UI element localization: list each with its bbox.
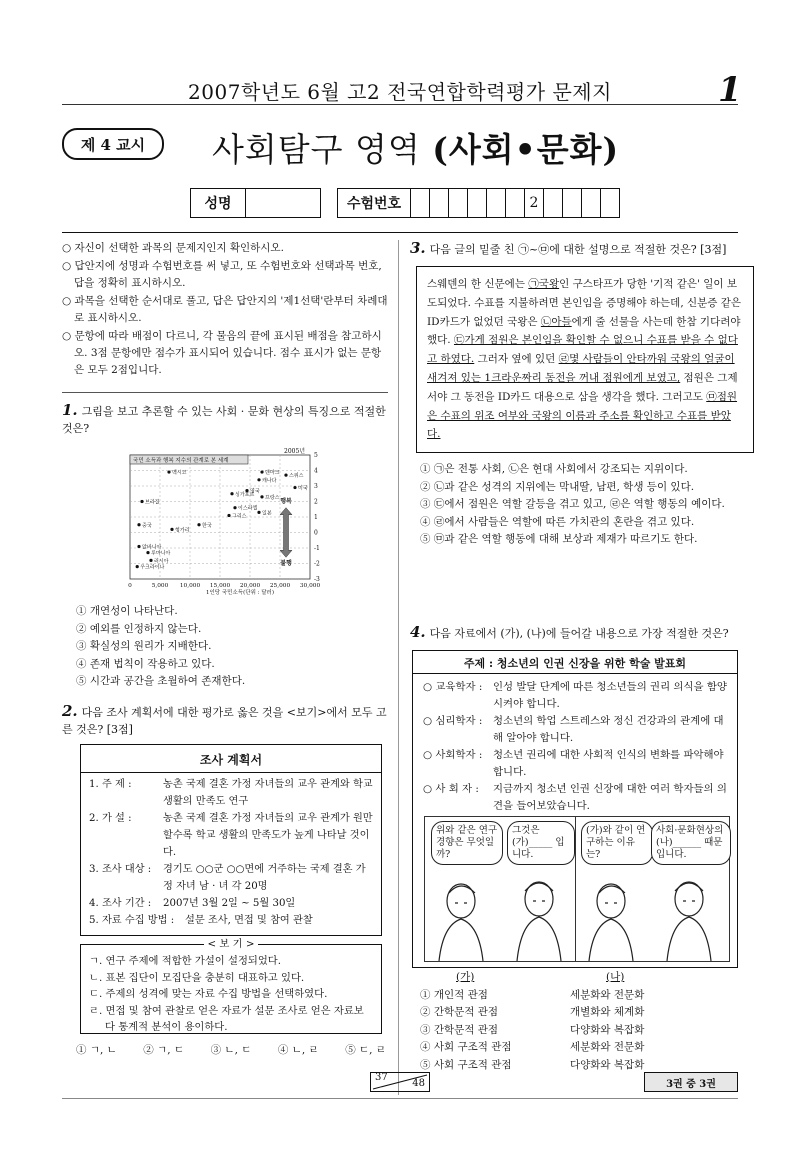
point-label: 러시아 xyxy=(154,558,169,565)
question-number: 1. xyxy=(62,401,78,419)
bogi-item: ㄱ. 연구 주제에 적합한 가설이 설정되었다. xyxy=(89,955,282,967)
question-text: 다음 조사 계획서에 대한 평가로 옳은 것을 <보기>에서 모두 고른 것은? [3점] xyxy=(62,706,387,736)
underline-b: ㉡아들 xyxy=(540,315,572,328)
exam-title: 2007학년도 6월 고2 전국연합학력평가 문제지 xyxy=(188,80,612,104)
plan-row: 4. 조사 기간 : 2007년 3월 2일 ~ 5월 30일 xyxy=(89,898,296,909)
underline-a: ㉠국왕 xyxy=(528,278,560,290)
data-point xyxy=(260,470,263,473)
theme-title: 주제 : 청소년의 인권 신장을 위한 학술 발표회 xyxy=(463,657,687,670)
point-label: 일본 xyxy=(262,510,272,517)
point-label: 한국 xyxy=(202,522,212,529)
name-field[interactable] xyxy=(246,189,321,218)
data-point xyxy=(167,470,170,473)
passage-box: 스웨덴의 한 신문에는 ㉠국왕인 구스타프가 당한 '기적 같은' 일이 보도되었다. 수표를 지불하려면 본인임을 증명해야 하는데, 신분증 같은 ID카드가 없었던 국왕은 ㉡아들에게 줄 선물을 사는데 한참 기다려야 했다. ㉢가게 점원은 본인임을 확인할 수 없으니 수표를 받을 수 없다고 하였다. 그러자 옆에 있던 ㉣몇 사람들이 안타까워 국왕의 얼굴이 새겨져 있는 1크라운짜리 동전을 꺼내 점원에게 보였고, 점원은 그제서야 그 동전을 ID카드 대용으로 삼을 생각을 했다. 그러고도 ㉤점원은 수표의 위조 여부와 국왕의 이름과 주소를 확인하고 수표를 받았다. xyxy=(416,266,754,453)
subject-main: 사회탐구 영역 xyxy=(212,130,421,169)
question-text: 그림을 보고 추론할 수 있는 사회 · 문화 현상의 특징으로 적절한 것은? xyxy=(62,405,386,435)
arrow-bottom-label: 불행 xyxy=(280,560,292,568)
q1-options xyxy=(76,603,386,691)
x-tick-label: 10,000 xyxy=(179,583,201,589)
volume-label: 3권 중 3권 xyxy=(644,1072,738,1092)
point-label: 이스라엘 xyxy=(238,505,258,512)
data-point xyxy=(146,551,149,554)
bogi-box xyxy=(80,938,382,1034)
subject-sub: (사회•문화) xyxy=(432,130,620,169)
plan-row: 1. 주 제 : 농촌 국제 결혼 가정 자녀들의 교우 관계와 학교 생활의 만족도 연구 xyxy=(89,779,373,807)
speaker-row: ○ 교육학자 : 인성 발달 단계에 따른 청소년들의 권리 의식을 함양시켜야 합니다. xyxy=(423,681,727,710)
underline-d: ㉣몇 사람들이 안타까워 국왕의 얼굴이 새겨져 있는 1크라운짜리 동전을 꺼내 점원에게 보였고, xyxy=(427,353,735,384)
plan-row: 2. 가 설 : 농촌 국제 결혼 가정 자녀들의 교우 관계가 원만할수록 학교 생활의 만족도가 높게 나타날 것이다. xyxy=(89,813,373,858)
answer-option[interactable]: ④ 사회 구조적 관점 세분화와 전문화 xyxy=(420,1041,645,1053)
point-label: 싱가포르 xyxy=(235,491,255,498)
divider xyxy=(62,232,738,233)
y-tick-label: 2 xyxy=(314,498,318,506)
instruction-item: ○ 답안지에 성명과 수험번호를 써 넣고, 또 수험번호와 선택과목 번호, 답을 정확히 표시하시오. xyxy=(62,260,382,289)
data-point xyxy=(233,506,236,509)
question-number: 4. xyxy=(410,623,426,641)
bogi-item: ㄴ. 표본 집단이 모집단을 충분히 대표하고 있다. xyxy=(89,971,305,984)
question-number: 2. xyxy=(62,702,78,720)
y-tick-label: 3 xyxy=(314,483,318,490)
question-number: 3. xyxy=(410,239,426,257)
point-label: 미국 xyxy=(298,485,308,492)
exam-no-digit: 2 xyxy=(525,189,544,218)
point-label: 멕시코 xyxy=(172,470,187,477)
answer-option[interactable]: ② 예외를 인정하지 않는다. xyxy=(76,622,202,635)
options-header: (가) (나) xyxy=(456,971,625,983)
exam-no-cell[interactable] xyxy=(601,189,620,218)
exam-no-label: 수험번호 xyxy=(338,189,411,218)
point-label: 헝가리 xyxy=(175,527,190,534)
question-2 xyxy=(62,703,388,738)
y-tick-label: 4 xyxy=(314,467,318,475)
point-label: 영국 xyxy=(250,488,260,495)
period-badge: 제 4 교시 xyxy=(62,128,164,160)
instruction-item: ○ 문항에 따라 배점이 다르니, 각 물음의 끝에 표시된 배점을 참고하시오. 3점 문항에만 점수가 표시되어 있습니다. 점수 표시가 없는 문항은 모두 2점입니다. xyxy=(62,330,382,376)
data-point xyxy=(136,565,139,568)
instruction-item: ○ 과목을 선택한 순서대로 풀고, 답은 답안지의 '제1선택'란부터 차례대로 표시하시오. xyxy=(62,295,388,324)
underline-c: ㉢가게 점원은 본인임을 확인할 수 없으니 수표를 받을 수 없다고 하였다. xyxy=(427,334,738,366)
answer-option[interactable]: ① ㉠은 전통 사회, ㉡은 현대 사회에서 강조되는 지위이다. xyxy=(420,463,688,475)
data-point xyxy=(149,559,152,562)
divider xyxy=(62,1098,738,1099)
speaker-row: ○ 심리학자 : 청소년의 학업 스트레스와 정신 건강과의 관계에 대해 알아야 합니다. xyxy=(423,715,724,744)
answer-option[interactable]: ④ ㄴ, ㄹ xyxy=(277,1044,319,1056)
exam-no-cell[interactable] xyxy=(430,189,449,218)
point-label: 덴마크 xyxy=(265,470,280,477)
question-text: 다음 글의 밑줄 친 ㉠~㉤에 대한 설명으로 적절한 것은? [3점] xyxy=(429,243,727,256)
data-point xyxy=(137,523,140,526)
bogi-title: < 보 기 > xyxy=(204,938,259,950)
y-tick-label: -1 xyxy=(314,545,320,552)
exam-no-cell[interactable] xyxy=(487,189,506,218)
question-3 xyxy=(410,240,738,258)
page-total: 48 xyxy=(412,1078,425,1089)
data-point xyxy=(227,514,230,517)
page-counter xyxy=(370,1072,430,1092)
x-tick-label: 0 xyxy=(128,583,132,589)
scatter-chart xyxy=(118,445,330,595)
subject-title xyxy=(212,124,619,171)
speech-bubble: 그것은 (가)_____ 입니다. xyxy=(507,821,575,865)
answer-option[interactable]: ⑤ 사회 구조적 관점 다양화와 복잡화 xyxy=(420,1058,645,1071)
speech-bubble: 위와 같은 연구 경향은 무엇일까? xyxy=(431,821,503,865)
cartoon xyxy=(424,816,730,962)
divider xyxy=(62,104,738,105)
instruction-item: ○ 자신이 선택한 과목의 문제지인지 확인하시오. xyxy=(62,242,284,254)
x-tick-label: 5,000 xyxy=(151,583,169,589)
point-label: 프랑스 xyxy=(265,494,280,501)
name-label: 성명 xyxy=(191,189,246,218)
y-tick-label: 0 xyxy=(314,529,318,537)
data-point xyxy=(140,500,143,503)
point-label: 우크라이나 xyxy=(140,564,165,571)
speech-bubble: (가)와 같이 연구하는 이유는? xyxy=(581,821,653,865)
happiness-income-chart xyxy=(118,445,330,595)
answer-option[interactable]: ③ 간학문적 관점 다양화와 복잡화 xyxy=(420,1023,645,1036)
y-tick-label: -3 xyxy=(314,576,320,583)
page-number: 1 xyxy=(718,70,742,110)
plan-row: 5. 자료 수집 방법 : 설문 조사, 면접 및 참여 관찰 xyxy=(89,915,313,926)
data-point xyxy=(284,474,287,477)
page-current: 37 xyxy=(375,1072,388,1083)
answer-option[interactable]: ⑤ 시간과 공간을 초월하여 존재한다. xyxy=(76,675,246,687)
point-label: 그리스 xyxy=(232,513,247,520)
exam-no-cell[interactable] xyxy=(468,189,487,218)
cartoon-figures xyxy=(425,817,729,961)
x-tick-label: 15,000 xyxy=(209,583,231,589)
q3-options xyxy=(420,461,736,549)
point-label: 루마니아 xyxy=(151,550,171,557)
exam-no-cell[interactable] xyxy=(506,189,525,218)
arrow-top-label: 행복 xyxy=(280,498,292,506)
point-label: 브라질 xyxy=(145,499,160,506)
speaker-row: ○ 사 회 자 : 지금까지 청소년 인권 신장에 대한 여러 학자들의 의견을 들어보았습니다. xyxy=(423,783,727,812)
data-point xyxy=(257,511,260,514)
plan-title: 조사 계획서 xyxy=(199,753,263,767)
year-label: 2005년 xyxy=(284,448,306,455)
exam-no-cell[interactable] xyxy=(582,189,601,218)
y-tick-label: -2 xyxy=(314,560,320,568)
divider xyxy=(62,392,388,393)
answer-option[interactable]: ④ ㉣에서 사람들은 역할에 따른 가치관의 혼란을 겪고 있다. xyxy=(420,515,695,528)
answer-option[interactable]: ④ 존재 법칙이 작용하고 있다. xyxy=(76,657,215,670)
data-point xyxy=(230,492,233,495)
column-divider xyxy=(398,240,399,1095)
id-box xyxy=(190,188,620,218)
exam-no-cell[interactable] xyxy=(563,189,582,218)
data-point xyxy=(137,545,140,548)
data-point xyxy=(257,478,260,481)
bogi-item: ㄹ. 면접 및 참여 관찰로 얻은 자료가 설문 조사로 얻은 자료보다 통계적 분석이 용이하다. xyxy=(89,1004,364,1033)
answer-option[interactable]: ⑤ ㄷ, ㄹ xyxy=(345,1044,386,1056)
answer-option[interactable]: ② 간학문적 관점 개별화와 체계화 xyxy=(420,1006,645,1018)
data-point xyxy=(260,495,263,498)
speech-bubble: 사회·문화현상의 (나)______ 때문입니다. xyxy=(651,821,731,865)
x-tick-label: 30,000 xyxy=(299,583,321,589)
point-label: 알바니아 xyxy=(142,544,162,551)
question-4 xyxy=(410,624,738,642)
answer-option[interactable]: ① 개인적 관점 세분화와 전문화 xyxy=(420,988,645,1001)
q2-options xyxy=(76,1042,386,1057)
y-tick-label: 1 xyxy=(314,514,318,521)
chart-title: 국민 소득과 행복 지수의 관계로 본 세계 xyxy=(133,458,229,464)
answer-option[interactable]: ⑤ ㉤과 같은 역할 행동에 대해 보상과 제재가 따르기도 한다. xyxy=(420,533,698,545)
question-text: 다음 자료에서 (가), (나)에 들어갈 내용으로 가장 적절한 것은? xyxy=(429,627,729,640)
bogi-item: ㄷ. 주제의 성격에 맞는 자료 수집 방법을 선택하였다. xyxy=(89,988,328,1000)
point-label: 중국 xyxy=(142,522,152,529)
x-tick-label: 25,000 xyxy=(269,583,291,589)
underline-e: ㉤점원은 수표의 위조 여부와 국왕의 이름과 주소를 확인하고 수표를 받았다. xyxy=(427,390,738,441)
data-point xyxy=(197,523,200,526)
point-label: 스위스 xyxy=(289,473,304,480)
x-tick-label: 20,000 xyxy=(239,583,261,589)
answer-option[interactable]: ① ㄱ, ㄴ xyxy=(76,1044,117,1056)
answer-option[interactable]: ② ㄱ, ㄷ xyxy=(143,1044,185,1056)
plan-row: 3. 조사 대상 : 경기도 ○○군 ○○면에 거주하는 국제 결혼 가정 자녀 남 · 녀 각 20명 xyxy=(89,864,366,892)
speaker-row: ○ 사회학자 : 청소년 권리에 대한 사회적 인식의 변화를 파악해야 합니다. xyxy=(423,749,724,778)
answer-option[interactable]: ① 개연성이 나타난다. xyxy=(76,605,178,617)
answer-option[interactable]: ③ 확실성의 원리가 지배한다. xyxy=(76,640,212,652)
data-point xyxy=(293,486,296,489)
exam-no-cell[interactable] xyxy=(449,189,468,218)
exam-no-cell[interactable] xyxy=(411,189,430,218)
x-axis-label: 1인당 국민소득(단위 : 달러) xyxy=(205,590,275,595)
instructions xyxy=(62,240,388,380)
exam-no-cell[interactable] xyxy=(544,189,563,218)
y-tick-label: 5 xyxy=(314,452,318,459)
answer-option[interactable]: ② ㉡과 같은 성격의 지위에는 막내딸, 남편, 학생 등이 있다. xyxy=(420,480,695,493)
q4-options xyxy=(420,969,736,1074)
answer-option[interactable]: ③ ㄴ, ㄷ xyxy=(210,1044,252,1056)
survey-plan-box xyxy=(80,744,382,936)
point-label: 캐나다 xyxy=(262,477,277,484)
question-1 xyxy=(62,402,388,437)
data-point xyxy=(170,528,173,531)
answer-option[interactable]: ③ ㉢에서 점원은 역할 갈등을 겪고 있고, ㉣은 역할 행동의 예이다. xyxy=(420,498,725,510)
